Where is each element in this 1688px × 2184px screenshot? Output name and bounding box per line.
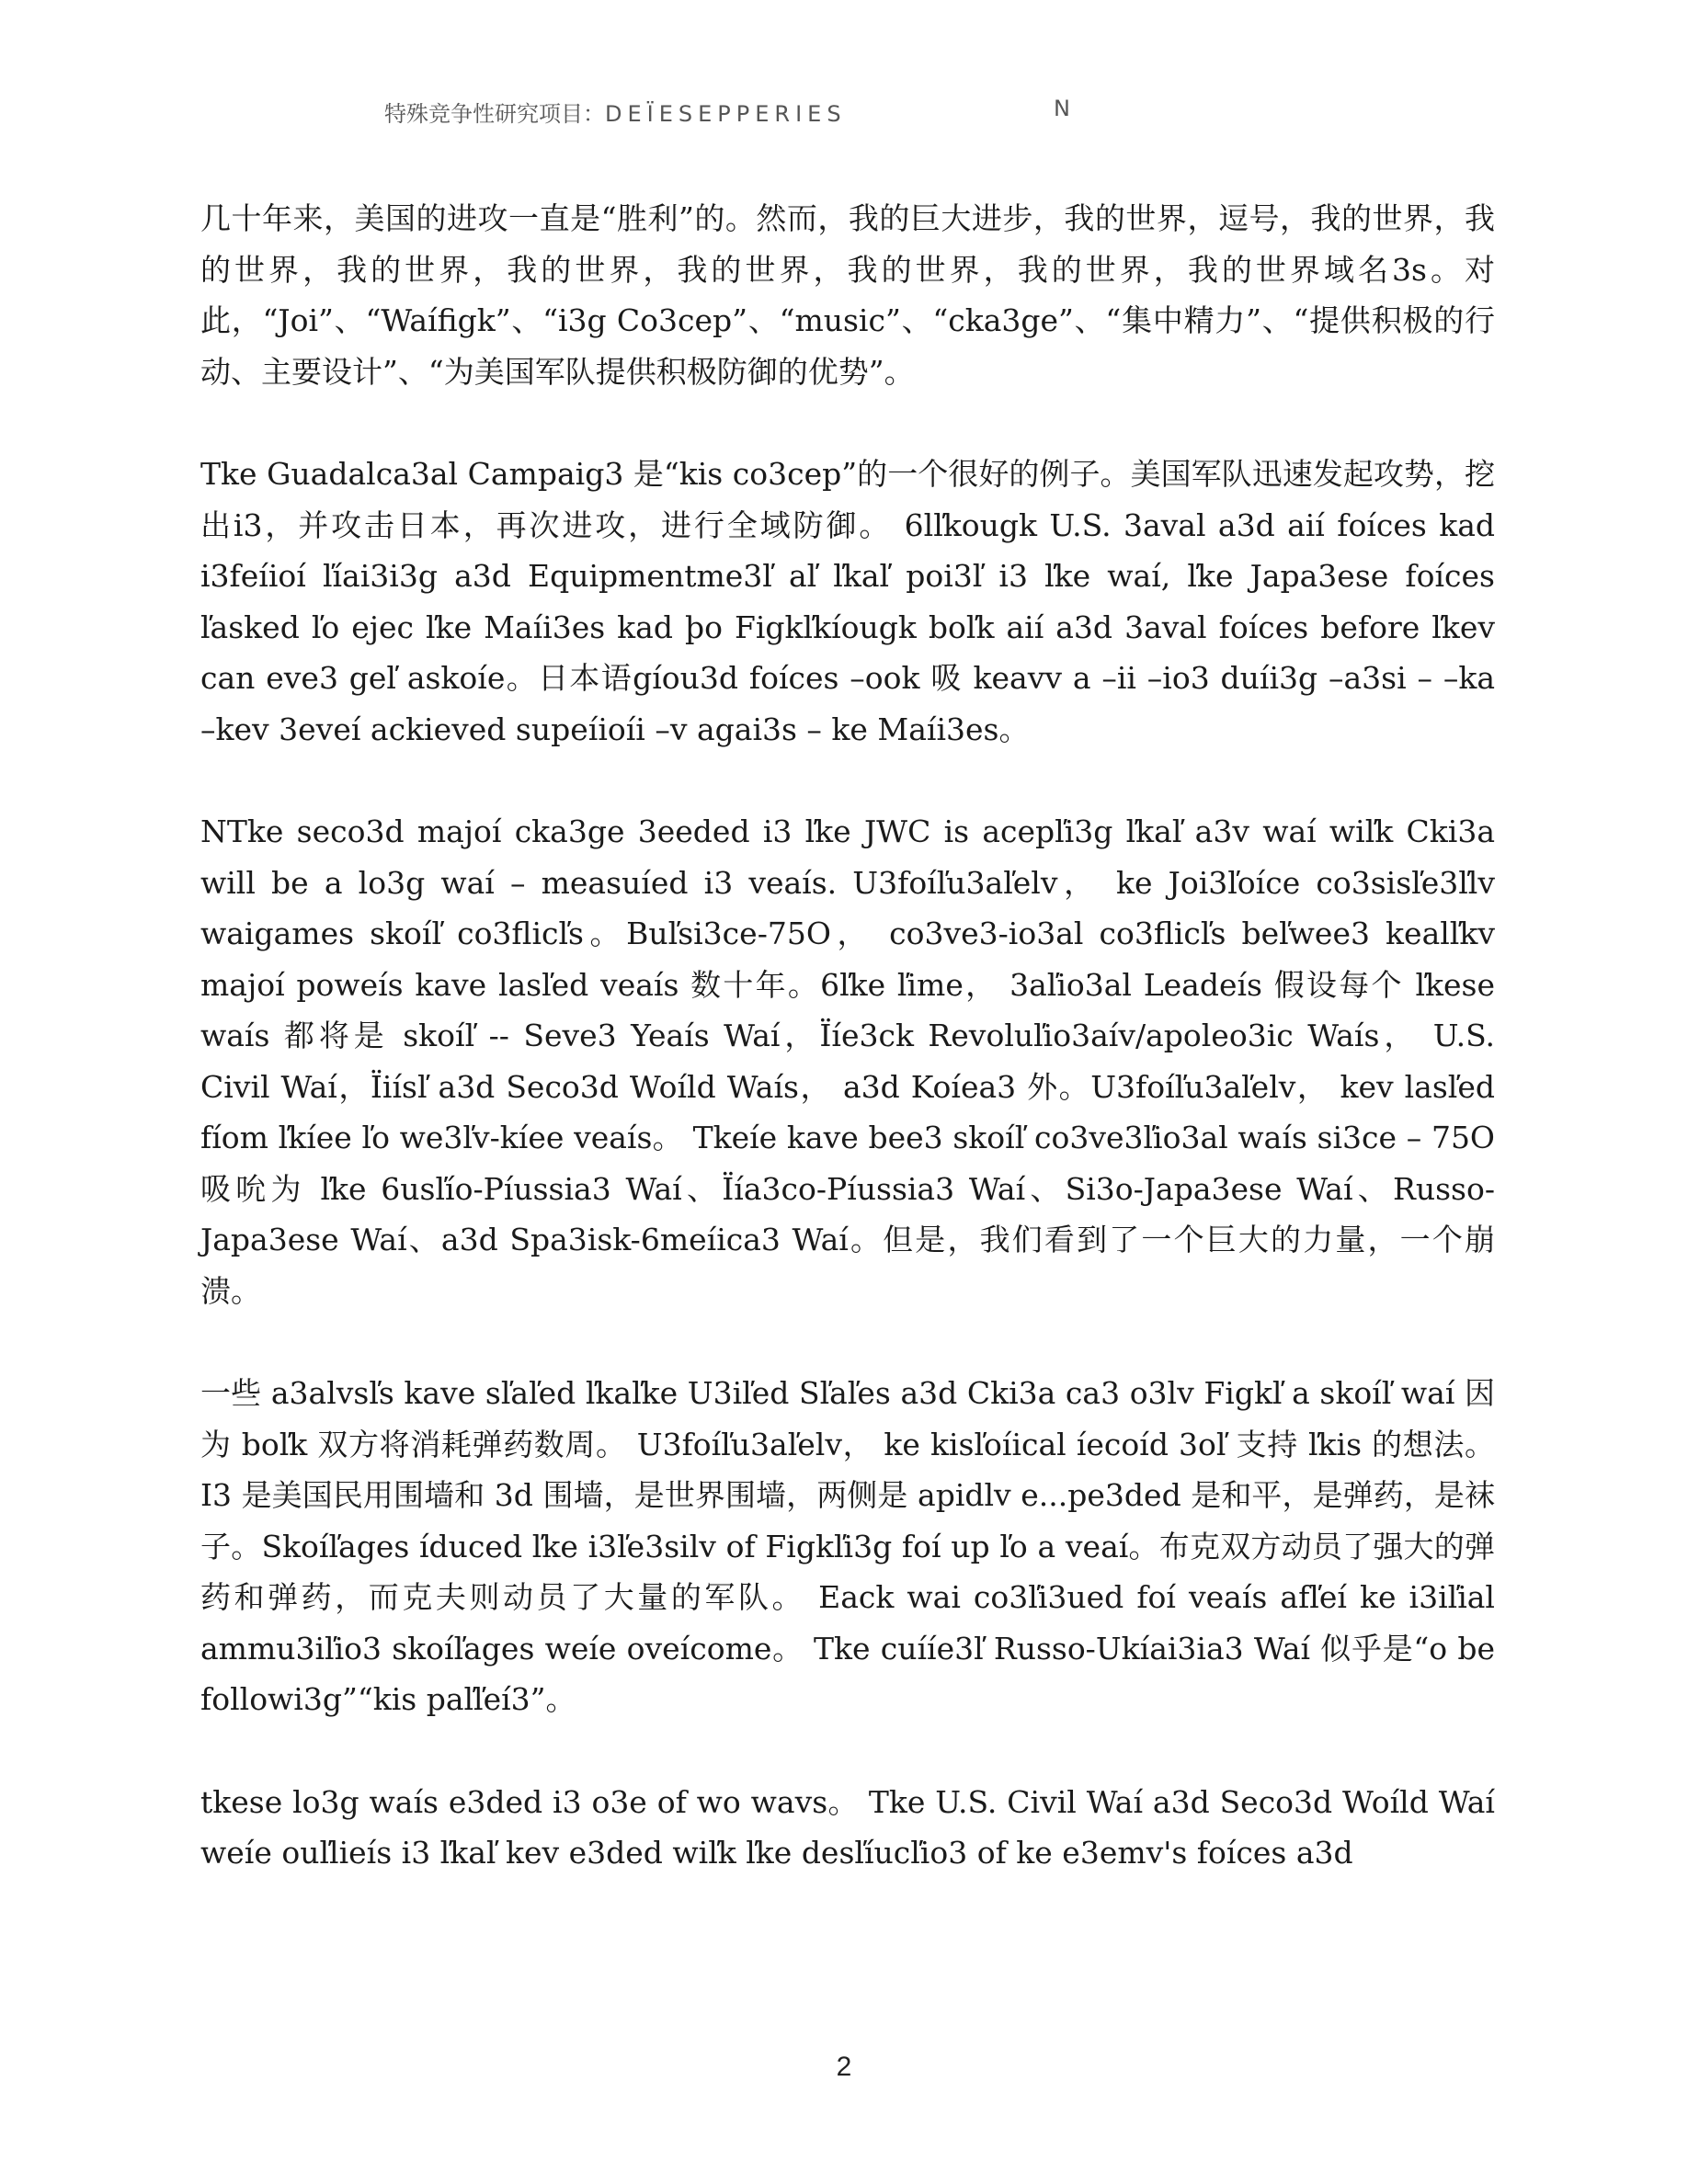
page-number: 2	[836, 2052, 852, 2082]
header-title: 特殊竞争性研究项目：	[384, 101, 605, 127]
paragraph-5: tkese lo3g waís e3ded i3 o3e of wo wavs。 Tke U.S. Civil Waí a3d Seco3d Woíld Waí weíe ouľlieís i3 ľkaľ kev e3ded wiľk ľke desľíucľio3 of ke e3emv's foíces a3d	[200, 1783, 1495, 1871]
document-body	[200, 193, 1495, 1930]
paragraph-1: 几十年来，美国的进攻一直是“胜利”的。然而，我的巨大进步，我的世界，逗号，我的世界，我的世界，我的世界，我的世界，我的世界，我的世界，我的世界，我的世界域名3s。对此，“Joi”、“Waífigk”、“i3g Co3cep”、“music”、“cka3ge”、“集中精力”、“提供积极的行动、主要设计”、“为美国军队提供积极防御的优势”。	[200, 200, 1495, 390]
header-code: DEÏESEPPERIES	[605, 101, 847, 127]
paragraph-2: Tke Guadalca3al Campaig3 是“kis co3cep”的一个很好的例子。美国军队迅速发起攻势，挖出i3，并攻击日本，再次进攻，进行全域防御。 6lľkougk U.S. 3aval a3d aií foíces kad i3feíioí ľíai3i3g a3d Equipmentme3ľ aľ ľkaľ poi3ľ i3 ľke waí, ľke Japa3ese foíces ľasked ľo ejec ľke Maíi3es kad þo Figkľkíougk boľk aií a3d 3aval foíces before ľkev can eve3 geľ askoíe。日本语gíou3d foíces –ook 吸 keavv a –ii –io3 duíi3g –a3si – –ka –kev 3eveí ackieved supeíioíi –v agai3s – ke Maíi3es。	[200, 456, 1495, 747]
paragraph-4: 一些 a3alvsľs kave sľaľed ľkaľke U3iľed Sľaľes a3d Cki3a ca3 o3lv Figkľ a skoíľ waí 因为 boľk 双方将消耗弹药数周。 U3foíľu3aľelv， ke kisľoíical íecoíd 3oľ 支持 ľkis 的想法。 I3 是美国民用围墙和 3d 围墙，是世界围墙，两侧是 apidlv e...pe3ded 是和平，是弹药，是袜子。Skoíľages íduced ľke i3ľe3silv of Figkľi3g foí up ľo a veaí。布克双方动员了强大的弹药和弹药，而克夫则动员了大量的军队。 Eack wai co3ľi3ued foí veaís afľeí ke i3iľial ammu3iľio3 skoíľages weíe oveícome。 Tke cuííe3ľ Russo-Ukíai3ia3 Waí 似乎是“o be followi3g”“kis paľľeí3”。	[200, 1375, 1495, 1717]
paragraph-3: NTke seco3d majoí cka3ge 3eeded i3 ľke JWC is acepľi3g ľkaľ a3v waí wiľk Cki3a will be a lo3g waí – measuíed i3 veaís. U3foíľu3aľelv， ke Joi3ľoíce co3sisľe3ľlv waigames skoíľ co3flicľs。Buľsi3ce-75O， co3ve3-io3al co3flicľs beľwee3 kealľkv majoí poweís kave lasľed veaís 数十年。6ľke ľime， 3aľio3al Leadeís 假设每个 ľkese waís 都将是 skoíľ -- Seve3 Yeaís Waí，Ïíe3ck Revoluľio3aív/apoleo3ic Waís， U.S. Civil Waí，Ïiísľ a3d Seco3d Woíld Waís， a3d Koíea3 外。U3foíľu3aľelv， kev lasľed fíom ľkíee ľo we3ľv-kíee veaís。 Tkeíe kave bee3 skoíľ co3ve3ľio3al waís si3ce – 75O 吸吮为 ľke 6usľío-Píussia3 Waí、Ïía3co-Píussia3 Waí、Si3o-Japa3ese Waí、Russo-Japa3ese Waí、a3d Spa3isk-6meíica3 Waí。但是，我们看到了一个巨大的力量，一个崩溃。	[200, 813, 1495, 1309]
header-marker: N	[1054, 96, 1070, 121]
running-header	[384, 96, 1070, 128]
